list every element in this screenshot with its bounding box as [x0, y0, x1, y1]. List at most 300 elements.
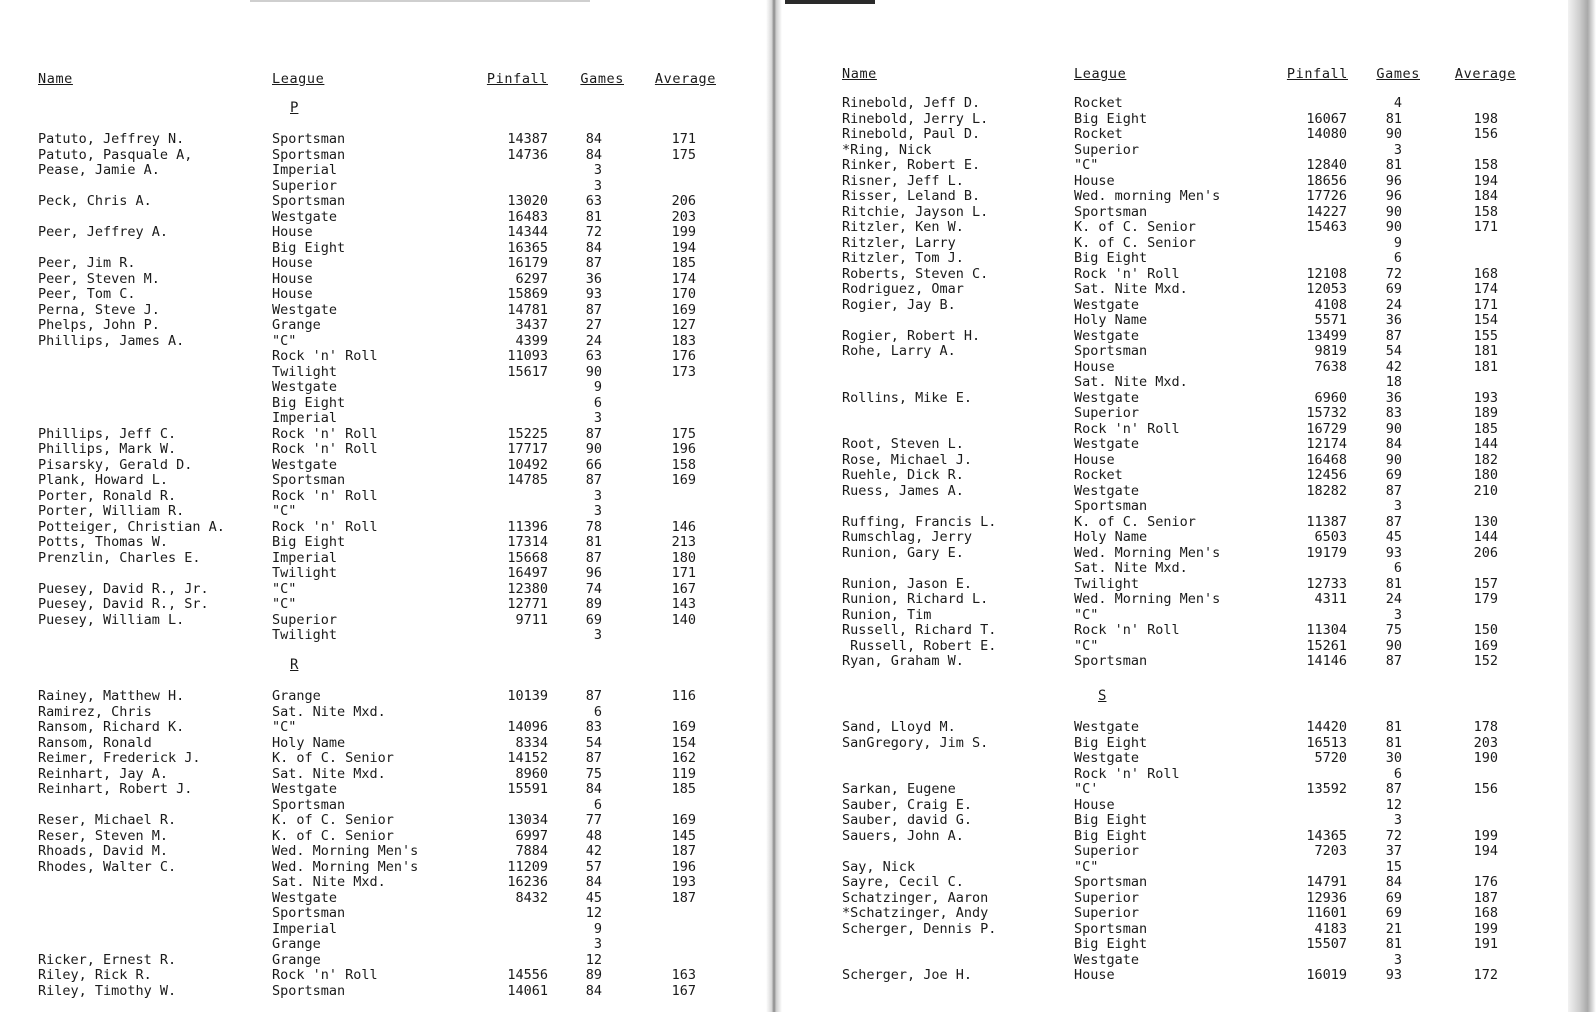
games-value: 63	[585, 193, 602, 209]
average-value: 181	[1473, 358, 1498, 375]
pinfall-value: 7638	[1314, 358, 1347, 375]
pinfall-value: 6503	[1314, 529, 1347, 545]
average-value: 193	[671, 874, 696, 890]
games-value: 36	[1385, 389, 1402, 406]
average-value: 116	[671, 688, 696, 704]
bowler-name: Patuto, Pasquale A,	[38, 146, 193, 163]
league-name: Big Eight	[1074, 812, 1148, 828]
games-value: 9	[1393, 234, 1402, 251]
league-name: Sat. Nite Mxd.	[1074, 560, 1188, 576]
games-value: 9	[593, 920, 602, 937]
bowler-name: SanGregory, Jim S.	[842, 734, 989, 751]
bowler-name: Ryan, Graham W.	[842, 653, 964, 669]
league-name: Westgate	[272, 781, 338, 797]
average-value: 145	[671, 827, 696, 844]
games-value: 69	[1385, 905, 1402, 921]
bowler-name: Ruess, James A.	[842, 482, 964, 499]
league-name: Holy Name	[1074, 312, 1148, 328]
bowler-name: Risner, Jeff L.	[842, 172, 964, 189]
left-page	[0, 0, 768, 1012]
games-value: 84	[585, 239, 602, 256]
games-value: 81	[1385, 110, 1402, 127]
league-name: Grange	[272, 936, 321, 952]
league-name: "C"	[1074, 157, 1099, 173]
games-value: 72	[585, 224, 602, 240]
average-value: 156	[1473, 781, 1498, 797]
games-value: 42	[1385, 358, 1402, 375]
league-name: "C"	[1074, 858, 1099, 875]
league-name: House	[272, 270, 313, 287]
pinfall-value: 14556	[507, 967, 548, 983]
league-name: Rocket	[1074, 467, 1123, 483]
games-value: 87	[1385, 513, 1402, 530]
average-value: 155	[1473, 327, 1498, 344]
games-value: 12	[585, 951, 602, 968]
pinfall-value: 9711	[515, 611, 548, 628]
games-value: 81	[1385, 734, 1402, 751]
games-value: 84	[1385, 436, 1402, 452]
pinfall-value: 10492	[507, 456, 548, 473]
bowler-name: Ransom, Richard K.	[38, 719, 185, 735]
pinfall-value: 14387	[507, 131, 548, 147]
pinfall-value: 15507	[1306, 936, 1347, 952]
league-name: Rock 'n' Roll	[272, 425, 378, 442]
pinfall-value: 7884	[515, 843, 548, 859]
games-value: 90	[585, 441, 602, 457]
bowler-name: Pease, Jamie A.	[38, 162, 160, 178]
league-name: Sat. Nite Mxd.	[1074, 281, 1188, 297]
pinfall-value: 16236	[507, 874, 548, 890]
pinfall-value: 14785	[507, 472, 548, 488]
average-value: 176	[1473, 874, 1498, 890]
pinfall-value: 4399	[515, 332, 548, 349]
league-name: Westgate	[1074, 389, 1140, 406]
league-name: Wed. morning Men's	[1074, 188, 1221, 204]
average-value: 185	[671, 781, 696, 797]
league-name: Big Eight	[272, 394, 346, 411]
pinfall-value: 12733	[1306, 575, 1347, 592]
average-value: 176	[671, 348, 696, 364]
league-name: Rock 'n' Roll	[272, 348, 378, 364]
games-value: 90	[1385, 203, 1402, 220]
pinfall-value: 11387	[1306, 513, 1347, 530]
header-league: League	[272, 71, 325, 87]
games-value: 87	[1385, 653, 1402, 669]
games-value: 3	[1393, 498, 1402, 514]
games-value: 12	[1385, 796, 1402, 813]
pinfall-value: 13499	[1306, 327, 1347, 344]
league-name: Rock 'n' Roll	[272, 441, 378, 457]
pinfall-value: 16483	[507, 208, 548, 225]
bowler-name: Pisarsky, Gerald D.	[38, 456, 193, 473]
average-value: 167	[671, 580, 696, 597]
league-name: K. of C. Senior	[1074, 234, 1196, 251]
pinfall-value: 18282	[1306, 482, 1347, 499]
games-value: 90	[1385, 420, 1402, 437]
pinfall-value: 16468	[1306, 451, 1347, 468]
bowler-name: Reinhart, Robert J.	[38, 781, 193, 797]
games-value: 3	[593, 162, 602, 178]
pinfall-value: 4311	[1314, 591, 1347, 607]
pinfall-value: 4183	[1314, 920, 1347, 937]
average-value: 163	[671, 967, 696, 983]
scan-edge-shadow	[785, 0, 875, 4]
average-value: 175	[671, 425, 696, 442]
games-value: 74	[585, 580, 602, 597]
average-value: 146	[671, 518, 696, 535]
average-value: 175	[671, 146, 696, 163]
games-value: 24	[1385, 591, 1402, 607]
average-value: 150	[1473, 622, 1498, 638]
pinfall-value: 15225	[507, 425, 548, 442]
bowler-name: Runion, Richard L.	[842, 591, 989, 607]
games-value: 78	[585, 518, 602, 535]
header-pinfall: Pinfall	[1286, 66, 1348, 82]
bowler-name: Porter, William R.	[38, 503, 185, 519]
bowler-name: Ritzler, Larry	[842, 234, 956, 251]
league-name: House	[1074, 172, 1115, 189]
header-name: Name	[842, 66, 877, 82]
games-value: 81	[1385, 157, 1402, 173]
league-name: Twilight	[272, 627, 338, 643]
league-name: Sportsman	[1074, 874, 1148, 890]
bowler-name: Puesey, David R., Sr.	[38, 596, 209, 612]
average-value: 196	[671, 858, 696, 875]
bowler-name: Runion, Jason E.	[842, 575, 973, 592]
bowler-name: Root, Steven L.	[842, 436, 964, 452]
games-value: 75	[1385, 622, 1402, 638]
games-value: 3	[1393, 951, 1402, 968]
bowler-name: Runion, Tim	[842, 606, 932, 623]
league-name: Grange	[272, 688, 321, 704]
games-value: 45	[585, 889, 602, 906]
pinfall-value: 14152	[507, 750, 548, 766]
league-name: Rock 'n' Roll	[1074, 265, 1180, 282]
bowler-name: Sauber, david G.	[842, 812, 973, 828]
games-value: 3	[593, 177, 602, 194]
bowler-name: Ritzler, Ken W.	[842, 219, 964, 235]
league-name: Sportsman	[1074, 653, 1148, 669]
bowler-name: Ruffing, Francis L.	[842, 513, 997, 530]
pinfall-value: 17726	[1306, 188, 1347, 204]
games-value: 57	[585, 858, 602, 875]
bowler-name: Ricker, Ernest R.	[38, 951, 177, 968]
games-value: 69	[1385, 467, 1402, 483]
league-name: Sat. Nite Mxd.	[272, 765, 386, 782]
bowler-name: Schatzinger, Aaron	[842, 889, 989, 906]
games-value: 18	[1385, 374, 1402, 390]
header-league: League	[1074, 66, 1127, 82]
games-value: 21	[1385, 920, 1402, 937]
league-name: Westgate	[272, 889, 338, 906]
average-value: 193	[1473, 389, 1498, 406]
league-name: Imperial	[272, 162, 338, 178]
bowler-name: Rose, Michael J.	[842, 451, 973, 468]
average-value: 158	[1473, 203, 1498, 220]
average-value: 173	[671, 363, 696, 380]
games-value: 45	[1385, 529, 1402, 545]
pinfall-value: 16179	[507, 255, 548, 271]
bowler-name: Reimer, Frederick J.	[38, 750, 201, 766]
average-value: 144	[1473, 436, 1498, 452]
games-value: 87	[1385, 327, 1402, 344]
league-name: K. of C. Senior	[272, 812, 394, 828]
games-value: 87	[585, 750, 602, 766]
page-edge-shadow	[1568, 0, 1596, 1012]
average-value: 210	[1473, 482, 1498, 499]
games-value: 6	[593, 796, 602, 813]
average-value: 182	[1473, 451, 1498, 468]
league-name: House	[1074, 358, 1115, 375]
games-value: 96	[585, 565, 602, 581]
bowler-name: Puesey, William L.	[38, 611, 185, 628]
average-value: 172	[1473, 967, 1498, 983]
pinfall-value: 15617	[507, 363, 548, 380]
bowler-name: Russell, Richard T.	[842, 622, 997, 638]
games-value: 83	[1385, 405, 1402, 421]
games-value: 3	[593, 936, 602, 952]
average-value: 191	[1473, 936, 1498, 952]
league-name: Holy Name	[272, 734, 346, 751]
pinfall-value: 11209	[507, 858, 548, 875]
pinfall-value: 12936	[1306, 889, 1347, 906]
league-name: Sportsman	[1074, 203, 1148, 220]
bowler-name: Phelps, John P.	[38, 317, 160, 333]
games-value: 81	[585, 534, 602, 550]
average-value: 169	[1473, 637, 1498, 654]
pinfall-value: 18656	[1306, 172, 1347, 189]
pinfall-value: 6997	[515, 827, 548, 844]
average-value: 206	[1473, 544, 1498, 561]
average-value: 185	[671, 255, 696, 271]
average-value: 162	[671, 750, 696, 766]
section-letter-text: R	[290, 657, 299, 673]
league-name: Westgate	[272, 208, 338, 225]
league-name: Superior	[1074, 889, 1140, 906]
games-value: 84	[1385, 874, 1402, 890]
bowler-name: Sarkan, Eugene	[842, 781, 956, 797]
bowler-name: Sauber, Craig E.	[842, 796, 973, 813]
league-name: Westgate	[1074, 296, 1140, 313]
average-value: 169	[671, 719, 696, 735]
pinfall-value: 6297	[515, 270, 548, 287]
games-value: 54	[585, 734, 602, 751]
games-value: 90	[585, 363, 602, 380]
league-name: Twilight	[272, 363, 338, 380]
league-name: Superior	[272, 611, 338, 628]
pinfall-value: 5571	[1314, 312, 1347, 328]
pinfall-value: 12108	[1306, 265, 1347, 282]
average-value: 199	[671, 224, 696, 240]
league-name: Sportsman	[272, 982, 346, 999]
average-value: 180	[671, 549, 696, 566]
average-value: 194	[1473, 843, 1498, 859]
bowler-name: Rumschlag, Jerry	[842, 529, 973, 545]
games-value: 75	[585, 765, 602, 782]
average-value: 206	[671, 193, 696, 209]
games-value: 42	[585, 843, 602, 859]
league-name: Grange	[272, 951, 321, 968]
games-value: 69	[1385, 281, 1402, 297]
games-value: 36	[585, 270, 602, 287]
bowler-name: Sayre, Cecil C.	[842, 874, 964, 890]
pinfall-value: 16729	[1306, 420, 1347, 437]
league-name: Sportsman	[272, 796, 346, 813]
games-value: 63	[585, 348, 602, 364]
average-value: 174	[671, 270, 696, 287]
bowler-name: Scherger, Joe H.	[842, 967, 973, 983]
bowler-name: Rinebold, Jeff D.	[842, 95, 981, 111]
games-value: 84	[585, 874, 602, 890]
pinfall-value: 13020	[507, 193, 548, 209]
bowler-name: Phillips, Mark W.	[38, 441, 177, 457]
league-name: Rock 'n' Roll	[272, 967, 378, 983]
games-value: 87	[585, 255, 602, 271]
pinfall-value: 4108	[1314, 296, 1347, 313]
average-value: 187	[671, 889, 696, 906]
average-value: 158	[1473, 157, 1498, 173]
games-value: 15	[1385, 858, 1402, 875]
pinfall-value: 8960	[515, 765, 548, 782]
bowler-name: Reinhart, Jay A.	[38, 765, 169, 782]
average-value: 168	[1473, 905, 1498, 921]
league-name: Wed. Morning Men's	[272, 858, 419, 875]
bowler-name: Sand, Lloyd M.	[842, 719, 956, 735]
league-name: Twilight	[272, 565, 338, 581]
league-name: Superior	[1074, 141, 1140, 158]
league-name: Wed. Morning Men's	[1074, 544, 1221, 561]
games-value: 81	[1385, 719, 1402, 735]
league-name: Big Eight	[1074, 936, 1148, 952]
games-value: 72	[1385, 827, 1402, 844]
pinfall-value: 16067	[1306, 110, 1347, 127]
league-name: Westgate	[1074, 327, 1140, 344]
pinfall-value: 12840	[1306, 157, 1347, 173]
pinfall-value: 14344	[507, 224, 548, 240]
bowler-name: Phillips, Jeff C.	[38, 425, 177, 442]
average-value: 199	[1473, 920, 1498, 937]
games-value: 3	[593, 503, 602, 519]
pinfall-value: 14227	[1306, 203, 1347, 220]
pinfall-value: 17314	[507, 534, 548, 550]
right-page	[780, 0, 1570, 1012]
pinfall-value: 19179	[1306, 544, 1347, 561]
games-value: 96	[1385, 172, 1402, 189]
average-value: 168	[1473, 265, 1498, 282]
pinfall-value: 12456	[1306, 467, 1347, 483]
games-value: 81	[1385, 936, 1402, 952]
games-value: 83	[585, 719, 602, 735]
league-name: House	[272, 255, 313, 271]
average-value: 169	[671, 301, 696, 318]
games-value: 30	[1385, 750, 1402, 766]
league-name: Westgate	[1074, 750, 1140, 766]
average-value: 196	[671, 441, 696, 457]
pinfall-value: 14365	[1306, 827, 1347, 844]
bowler-name: Rinebold, Paul D.	[842, 126, 981, 142]
league-name: Westgate	[272, 301, 338, 318]
bowler-name: Runion, Gary E.	[842, 544, 964, 561]
average-value: 178	[1473, 719, 1498, 735]
league-name: Westgate	[1074, 951, 1140, 968]
league-name: Sportsman	[1074, 920, 1148, 937]
pinfall-value: 15869	[507, 286, 548, 302]
bowler-name: *Schatzinger, Andy	[842, 905, 989, 921]
games-value: 87	[585, 549, 602, 566]
games-value: 3	[1393, 812, 1402, 828]
games-value: 37	[1385, 843, 1402, 859]
league-name: K. of C. Senior	[272, 827, 394, 844]
league-name: Sportsman	[272, 905, 346, 921]
games-value: 81	[585, 208, 602, 225]
league-name: House	[1074, 796, 1115, 813]
average-value: 140	[671, 611, 696, 628]
average-value: 154	[671, 734, 696, 751]
bowler-name: Ritzler, Tom J.	[842, 250, 964, 266]
pinfall-value: 11396	[507, 518, 548, 535]
games-value: 96	[1385, 188, 1402, 204]
header-games: Games	[580, 71, 624, 87]
pinfall-value: 14736	[507, 146, 548, 163]
league-name: Westgate	[1074, 482, 1140, 499]
league-name: Imperial	[272, 920, 338, 937]
games-value: 87	[585, 472, 602, 488]
bowler-name: Scherger, Dennis P.	[842, 920, 997, 937]
games-value: 66	[585, 456, 602, 473]
games-value: 90	[1385, 451, 1402, 468]
pinfall-value: 13034	[507, 812, 548, 828]
bowler-name: Rainey, Matthew H.	[38, 688, 185, 704]
bowler-name: Puesey, David R., Jr.	[38, 580, 209, 597]
league-name: Superior	[1074, 905, 1140, 921]
average-value: 183	[671, 332, 696, 349]
pinfall-value: 16497	[507, 565, 548, 581]
games-value: 3	[1393, 606, 1402, 623]
games-value: 6	[593, 394, 602, 411]
league-name: K. of C. Senior	[272, 750, 394, 766]
average-value: 180	[1473, 467, 1498, 483]
league-name: Wed. Morning Men's	[1074, 591, 1221, 607]
league-name: Rock 'n' Roll	[272, 487, 378, 504]
bowler-name: Ritchie, Jayson L.	[842, 203, 989, 220]
pinfall-value: 15732	[1306, 405, 1347, 421]
league-name: House	[1074, 967, 1115, 983]
games-value: 6	[1393, 765, 1402, 782]
average-value: 203	[1473, 734, 1498, 751]
league-name: "C'	[1074, 781, 1099, 797]
average-value: 185	[1473, 420, 1498, 437]
games-value: 89	[585, 967, 602, 983]
section-letter-text: S	[1098, 688, 1107, 704]
pinfall-value: 12380	[507, 580, 548, 597]
bowler-name: Reser, Steven M.	[38, 827, 169, 844]
pinfall-value: 7203	[1314, 843, 1347, 859]
league-name: Westgate	[272, 456, 338, 473]
bowler-name: Perna, Steve J.	[38, 301, 160, 318]
games-value: 93	[1385, 544, 1402, 561]
league-name: K. of C. Senior	[1074, 219, 1196, 235]
league-name: Superior	[1074, 405, 1140, 421]
pinfall-value: 12174	[1306, 436, 1347, 452]
bowler-name: Rinker, Robert E.	[842, 157, 981, 173]
pinfall-value: 14096	[507, 719, 548, 735]
bowler-name: Russell, Robert E.	[842, 637, 997, 654]
bowler-name: Potteiger, Christian A.	[38, 518, 225, 535]
pinfall-value: 14080	[1306, 126, 1347, 142]
games-value: 87	[1385, 781, 1402, 797]
average-value: 170	[671, 286, 696, 302]
games-value: 81	[1385, 575, 1402, 592]
